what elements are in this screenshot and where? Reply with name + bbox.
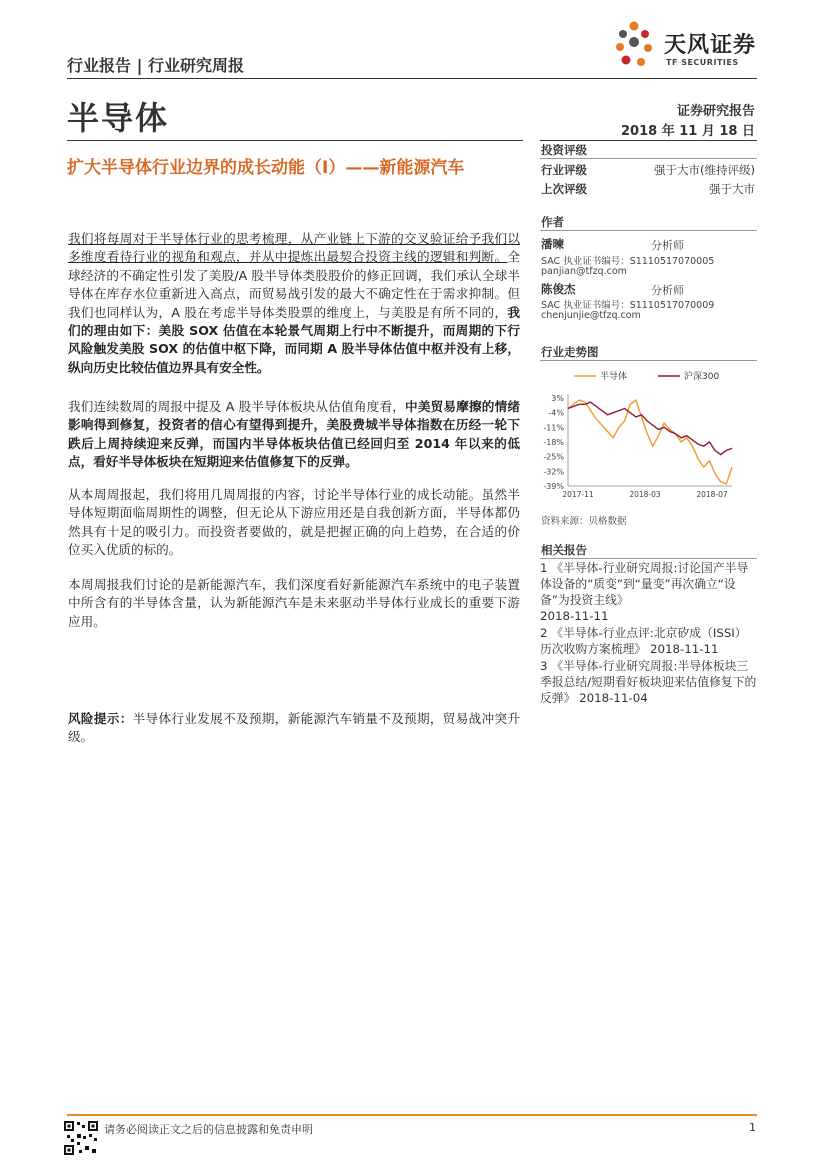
related-divider bbox=[540, 558, 757, 559]
x-tick-label: 2017-11 bbox=[562, 490, 594, 499]
intro-text: 我们将每周对于半导体行业的思考梳理，从产业链上下游的交叉验证给予我们以多维度看待行业的视角和观点，并从中提炼出最契合投资主线的逻辑和判断。 bbox=[68, 231, 520, 265]
rating-heading: 投资评级 bbox=[541, 143, 587, 157]
y-tick-label: -25% bbox=[543, 452, 564, 462]
title-divider bbox=[67, 140, 523, 141]
valuation-outlook-text: 中美贸易摩擦的情绪影响得到修复，投资者的信心有望得到提升，美股费城半导体指数在历经一轮下跌后上周持续迎来反弹，而国内半导体板块估值已经回归至 2014 年以来的低点，看好半导体板块在短期迎来估值修复下的反弹。 bbox=[68, 399, 521, 470]
logo-english-name: TF SECURITIES bbox=[666, 58, 739, 67]
related-report-date: 2018-11-11 bbox=[649, 642, 719, 656]
growth-drivers-text: 从本周周报起，我们将用几周周报的内容，讨论半导体行业的成长动能。虽然半导体短期面临周期性的调整，但无论从下游应用还是自我创新方面，半导体都仍然具有十足的吸引力。而投资者要做的，就是把握正确的向上趋势，在合适的价位买入优质的标的。 bbox=[68, 487, 520, 558]
report-category: 行业报告 | 行业研究周报 bbox=[67, 56, 244, 75]
risk-text: 半导体行业发展不及预期，新能源汽车销量不及预期，贸易战冲突升级。 bbox=[68, 711, 521, 745]
author-cert: SAC 执业证书编号：S1110517070009 bbox=[541, 300, 715, 311]
nev-topic-text: 本周周报我们讨论的是新能源汽车，我们深度看好新能源汽车系统中的电子装置中所含有的半导体含量，认为新能源汽车是未来驱动半导体行业成长的重要下游应用。 bbox=[68, 577, 520, 629]
qr-code-icon bbox=[63, 1120, 99, 1156]
related-report-item[interactable] bbox=[540, 658, 757, 706]
footer-disclaimer: 请务必阅读正文之后的信息披露和免责申明 bbox=[104, 1123, 313, 1136]
related-heading: 相关报告 bbox=[541, 543, 587, 557]
previous-rating-label: 上次评级 bbox=[541, 182, 587, 196]
industry-title: 半导体 bbox=[67, 99, 170, 137]
rating-divider bbox=[540, 158, 757, 159]
report-type: 证券研究报告 bbox=[676, 104, 755, 119]
x-tick-label: 2018-03 bbox=[629, 490, 661, 499]
related-report-date: 2018-11-04 bbox=[579, 691, 648, 705]
market-context-text: 全球经济的不确定性引发了美股/A 股半导体类股股价的修正回调，我们承认全球半导体在库存水位重新进入高点，而贸易战引发的最大不确定性在于需求抑制。但我们也同样认为，A 股在考虑半导体类股票的维度上，与美股是有所不同的， bbox=[68, 249, 520, 320]
chart-divider bbox=[540, 360, 757, 361]
related-report-title[interactable]: 1 《半导体-行业研究周报:讨论国产半导体设备的“质变”到“量变”再次确立“设备”为投资主线》 bbox=[540, 561, 749, 607]
body-paragraph-2 bbox=[68, 398, 520, 472]
chart-source: 资料来源：贝格数据 bbox=[541, 516, 627, 527]
body-paragraph-4 bbox=[68, 576, 520, 631]
related-reports-list bbox=[540, 560, 757, 706]
page-number: 1 bbox=[749, 1121, 756, 1134]
risk-warning bbox=[68, 710, 520, 747]
y-tick-label: -11% bbox=[543, 423, 564, 433]
y-tick-label: -4% bbox=[548, 408, 564, 418]
company-logo bbox=[612, 20, 762, 75]
author-role: 分析师 bbox=[651, 239, 684, 252]
sidebar-divider bbox=[540, 140, 757, 141]
y-tick-label: -32% bbox=[543, 467, 564, 477]
y-tick-label: -18% bbox=[543, 438, 564, 447]
industry-trend-chart bbox=[540, 364, 757, 504]
related-report-title[interactable]: 2 《半导体-行业点评:北京矽成（ISSI）历次收购方案梳理》 bbox=[540, 626, 747, 656]
logo-mark-icon bbox=[612, 20, 662, 72]
report-date: 2018 年 11 月 18 日 bbox=[621, 124, 755, 139]
related-report-title[interactable]: 3 《半导体-行业研究周报:半导体板块三季报总结/短期看好板块迎来估值修复下的反弹》 bbox=[540, 659, 757, 705]
related-report-item[interactable] bbox=[540, 560, 757, 624]
legend-label: 半导体 bbox=[600, 372, 628, 382]
series-line bbox=[568, 402, 732, 454]
legend-label: 沪深300 bbox=[684, 372, 720, 382]
authors-divider bbox=[540, 230, 757, 231]
chart-heading: 行业走势图 bbox=[541, 345, 599, 359]
series-line bbox=[568, 400, 732, 484]
report-title: 扩大半导体行业边界的成长动能（I）——新能源汽车 bbox=[67, 158, 465, 178]
valuation-intro-text: 我们连续数周的周报中提及 A 股半导体板块从估值角度看， bbox=[68, 399, 406, 414]
body-paragraph-3 bbox=[68, 486, 520, 560]
body-paragraph-1 bbox=[68, 230, 520, 377]
related-report-date: 2018-11-11 bbox=[540, 609, 609, 623]
risk-label: 风险提示： bbox=[68, 711, 133, 726]
related-report-item[interactable] bbox=[540, 625, 757, 657]
authors-heading: 作者 bbox=[541, 215, 564, 229]
author-name: 潘暕 bbox=[541, 237, 564, 251]
author-email[interactable]: chenjunjie@tfzq.com bbox=[541, 310, 641, 321]
logo-name: 天风证券 bbox=[664, 33, 757, 58]
author-role: 分析师 bbox=[651, 284, 684, 297]
current-rating-value: 强于大市(维持评级) bbox=[654, 163, 755, 177]
footer-divider bbox=[67, 1114, 757, 1116]
author-email[interactable]: panjian@tfzq.com bbox=[541, 266, 627, 277]
header-divider bbox=[67, 78, 757, 79]
author-cert: SAC 执业证书编号：S1110517070005 bbox=[541, 256, 715, 267]
trend-chart-svg bbox=[540, 364, 757, 504]
current-rating-label: 行业评级 bbox=[541, 163, 587, 177]
author-name: 陈俊杰 bbox=[541, 282, 576, 296]
previous-rating-value: 强于大市 bbox=[709, 182, 755, 196]
y-tick-label: -39% bbox=[543, 482, 564, 491]
x-tick-label: 2018-07 bbox=[696, 490, 728, 499]
y-tick-label: 3% bbox=[551, 394, 564, 403]
key-reasons-text: 我们的理由如下：美股 SOX 估值在本轮景气周期上行中不断提升，而周期的下行风险触发美股 SOX 的估值中枢下降，而同期 A 股半导体估值中枢并没有上移，纵向历史比较估值边界具有安全性。 bbox=[68, 304, 520, 375]
